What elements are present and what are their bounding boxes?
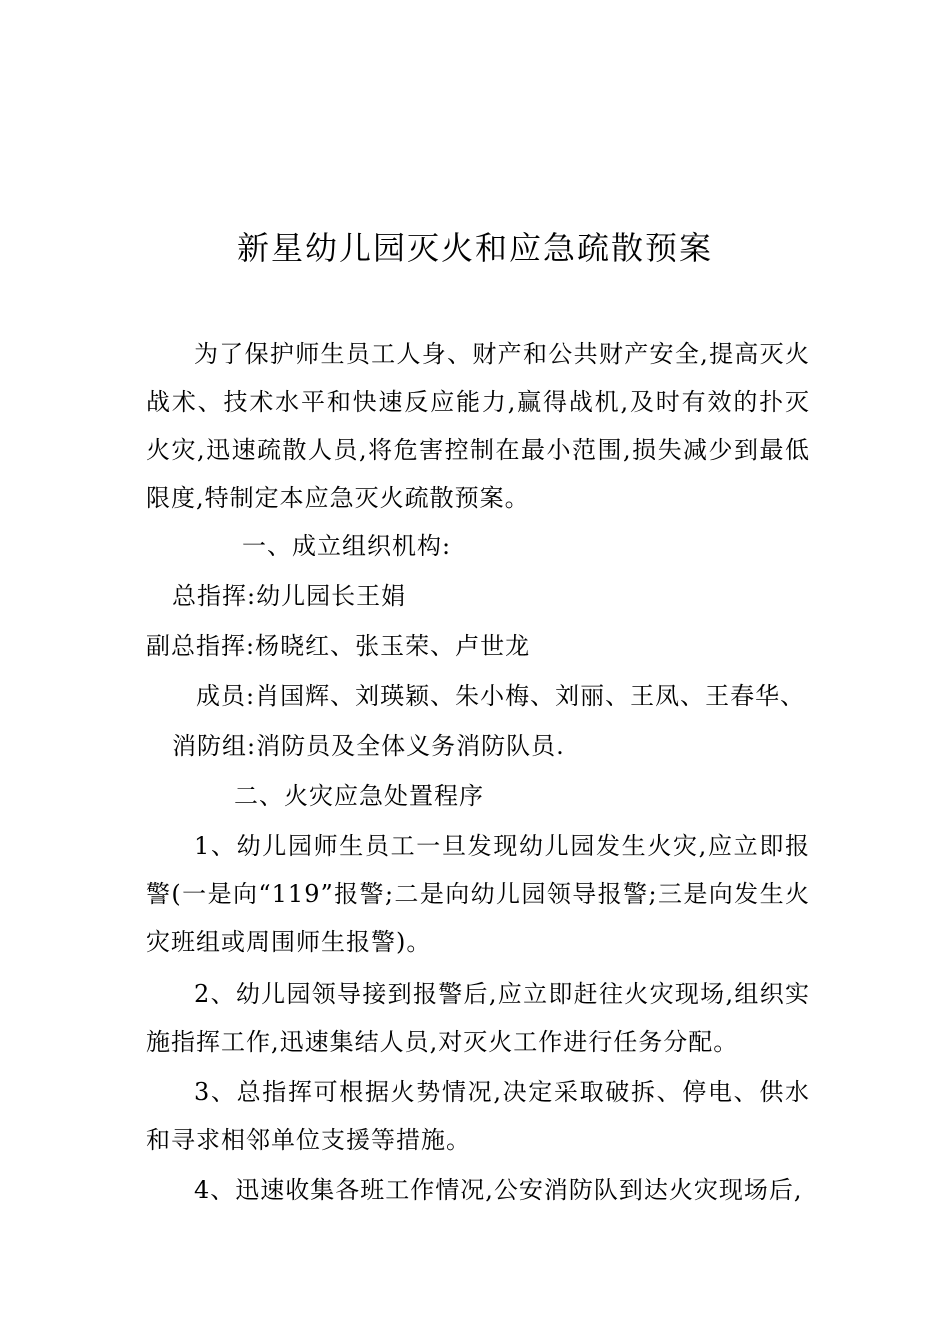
members-line: 成员:肖国辉、刘瑛颖、朱小梅、刘丽、王凤、王春华、	[196, 682, 806, 710]
step4-text: 4、迅速收集各班工作情况,公安消防队到达火灾现场后,	[194, 1176, 803, 1204]
deputy-commander-line: 副总指挥:杨晓红、张玉荣、卢世龙	[146, 632, 531, 660]
section2-heading-block	[234, 772, 804, 820]
intro-paragraph	[146, 330, 810, 522]
fire-team-line: 消防组:消防员及全体义务消防队员.	[172, 732, 565, 760]
members-block	[196, 672, 816, 720]
deputy-commander-block	[146, 622, 810, 670]
step2-paragraph	[146, 970, 810, 1066]
section2-heading: 二、火灾应急处置程序	[234, 782, 484, 810]
commander-block	[172, 572, 812, 620]
fire-team-block	[172, 722, 812, 770]
commander-line: 总指挥:幼儿园长王娟	[172, 582, 407, 610]
section1-heading-block	[242, 522, 802, 570]
section1-heading: 一、成立组织机构:	[242, 532, 452, 560]
step2-text: 2、幼儿园领导接到报警后,应立即赶往火灾现场,组织实施指挥工作,迅速集结人员,对灭火工作进行任务分配。	[146, 980, 810, 1056]
step4-paragraph	[146, 1166, 810, 1214]
step1-text: 1、幼儿园师生员工一旦发现幼儿园发生火灾,应立即报警(一是向“119”报警;二是向幼儿园领导报警;三是向发生火灾班组或周围师生报警)。	[146, 832, 810, 956]
document-title: 新星幼儿园灭火和应急疏散预案	[236, 229, 713, 267]
step3-text: 3、总指挥可根据火势情况,决定采取破拆、停电、供水和寻求相邻单位支援等措施。	[146, 1078, 810, 1154]
step3-paragraph	[146, 1068, 810, 1164]
intro-text: 为了保护师生员工人身、财产和公共财产安全,提高灭火战术、技术水平和快速反应能力,赢得战机,及时有效的扑灭火灾,迅速疏散人员,将危害控制在最小范围,损失减少到最低限度,特制定本应急灭火疏散预案。	[146, 340, 810, 512]
step1-paragraph	[146, 822, 810, 966]
